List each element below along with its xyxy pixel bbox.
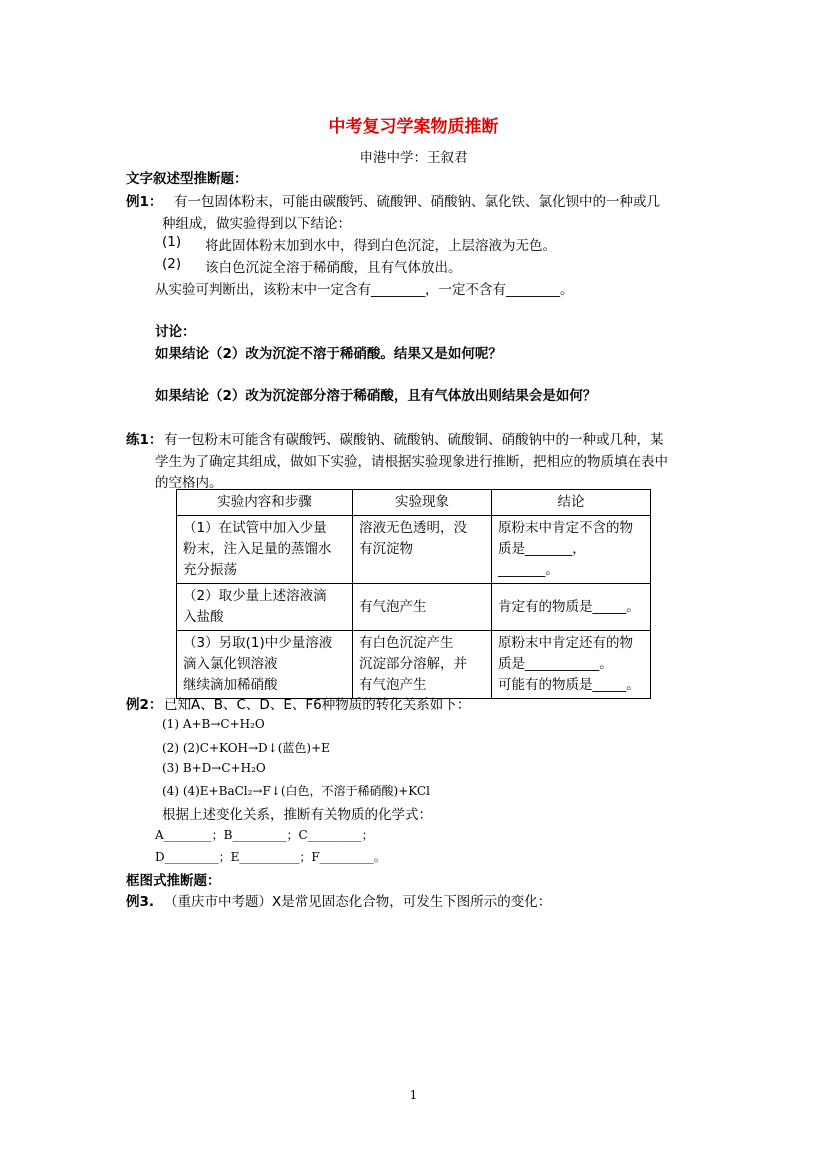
- experiment-table: [176, 489, 651, 699]
- cell-line: 有气泡产生: [359, 598, 427, 615]
- author-line: 申港中学：王叙君: [359, 150, 468, 166]
- example2-label: 例2：: [126, 697, 163, 713]
- cell-line: （2）取少量上述溶液滴: [183, 588, 327, 604]
- practice1-label: 练1：: [126, 432, 163, 448]
- example2-reaction2: (2) (2)C+KOH→D↓(蓝色)+E: [162, 741, 330, 755]
- section-heading-flowchart-inference: 框图式推断题：: [126, 873, 221, 889]
- cell-line: 原粉末中肯定不含的物: [498, 520, 633, 536]
- page-title: 中考复习学案物质推断: [328, 117, 499, 137]
- cell-line: 沉淀部分溶解，并: [359, 656, 467, 672]
- table-header-cell: 结论: [492, 490, 651, 516]
- practice1-line2: 学生为了确定其组成，做如下实验，请根据实验现象进行推断，把相应的物质填在表中: [155, 454, 668, 470]
- cell-line: 原粉末中肯定还有的物: [498, 635, 633, 651]
- cell-line: 粉末，注入足量的蒸馏水: [183, 541, 332, 557]
- cell-line: 溶液无色透明，没: [359, 520, 467, 536]
- page-number: 1: [409, 1088, 418, 1102]
- example3-text: （重庆市中考题）X是常见固态化合物，可发生下图所示的变化：: [164, 894, 552, 910]
- cell-line: 充分振荡: [183, 562, 237, 578]
- cell-line: 可能有的物质是_____。: [498, 677, 640, 693]
- example1-line1: 有一包固体粉末，可能由碳酸钙、硫酸钾、硝酸钠、氯化铁、氯化钡中的一种或几: [174, 194, 660, 210]
- example1-condition1-number: (1): [162, 234, 182, 250]
- cell-line: 肯定有的物质是_____。: [498, 598, 640, 615]
- example3-label: 例3.: [126, 894, 155, 910]
- table-cell-conclusion: [492, 516, 651, 584]
- table-row: [177, 584, 651, 631]
- practice1-line3: 的空格内。: [155, 475, 223, 491]
- cell-line: 有气泡产生: [359, 677, 427, 693]
- table-row: [177, 516, 651, 584]
- table-cell-conclusion: [492, 631, 651, 699]
- cell-line: 入盐酸: [183, 609, 224, 625]
- example1-condition2-number: (2): [162, 256, 182, 272]
- example2-reaction3: (3) B+D→C+H₂O: [162, 761, 266, 775]
- cell-line: 有白色沉淀产生: [359, 635, 454, 651]
- cell-line: 继续滴加稀硝酸: [183, 677, 278, 693]
- example2-reaction1: (1) A+B→C+H₂O: [162, 717, 265, 731]
- table-cell-phenomenon: [353, 584, 492, 631]
- table-row: [177, 631, 651, 699]
- table-cell-conclusion: [492, 584, 651, 631]
- example2-prompt: 根据上述变化关系，推断有关物质的化学式：: [162, 807, 432, 823]
- example1-condition1: 将此固体粉末加到水中，得到白色沉淀，上层溶液为无色。: [205, 238, 556, 254]
- discussion-label: 讨论：: [155, 324, 196, 340]
- table-cell-step: [177, 584, 353, 631]
- section-heading-text-inference: 文字叙述型推断题：: [126, 171, 248, 187]
- cell-line: 滴入氯化钡溶液: [183, 656, 278, 672]
- cell-line: （3）另取(1)中少量溶液: [183, 635, 333, 651]
- example1-conclusion: 从实验可判断出，该粉末中一定含有________，一定不含有________。: [155, 282, 574, 298]
- table-cell-step: [177, 516, 353, 584]
- table-cell-step: [177, 631, 353, 699]
- table-header-cell: 实验现象: [353, 490, 492, 516]
- table-cell-phenomenon: [353, 631, 492, 699]
- cell-line: 质是_______，_______。: [498, 541, 586, 578]
- example2-blanks-def: D_________；E__________；F_________。: [155, 850, 386, 864]
- example1-label: 例1：: [126, 194, 163, 210]
- example2-reaction4: (4) (4)E+BaCl₂→F↓(白色，不溶于稀硝酸)+KCl: [162, 784, 430, 798]
- table-header-cell: 实验内容和步骤: [177, 490, 353, 516]
- discussion-question1: 如果结论（2）改为沉淀不溶于稀硝酸。结果又是如何呢？: [155, 346, 502, 362]
- discussion-question2: 如果结论（2）改为沉淀部分溶于稀硝酸，且有气体放出则结果会是如何？: [155, 388, 597, 404]
- table-header-row: [177, 490, 651, 516]
- example1-condition2: 该白色沉淀全溶于稀硝酸，且有气体放出。: [205, 260, 462, 276]
- cell-line: （1）在试管中加入少量: [183, 520, 327, 536]
- example1-line2: 种组成，做实验得到以下结论：: [162, 216, 351, 232]
- cell-line: 有沉淀物: [359, 541, 413, 557]
- example2-intro: 已知A、B、C、D、E、F6种物质的转化关系如下：: [164, 697, 471, 713]
- practice1-line1: 有一包粉末可能含有碳酸钙、碳酸钠、硫酸钠、硫酸铜、硝酸钠中的一种或几种，某: [164, 432, 664, 448]
- cell-line: 质是___________。: [498, 656, 613, 672]
- table-cell-phenomenon: [353, 516, 492, 584]
- example2-blanks-abc: A________；B_________；C_________；: [155, 828, 374, 842]
